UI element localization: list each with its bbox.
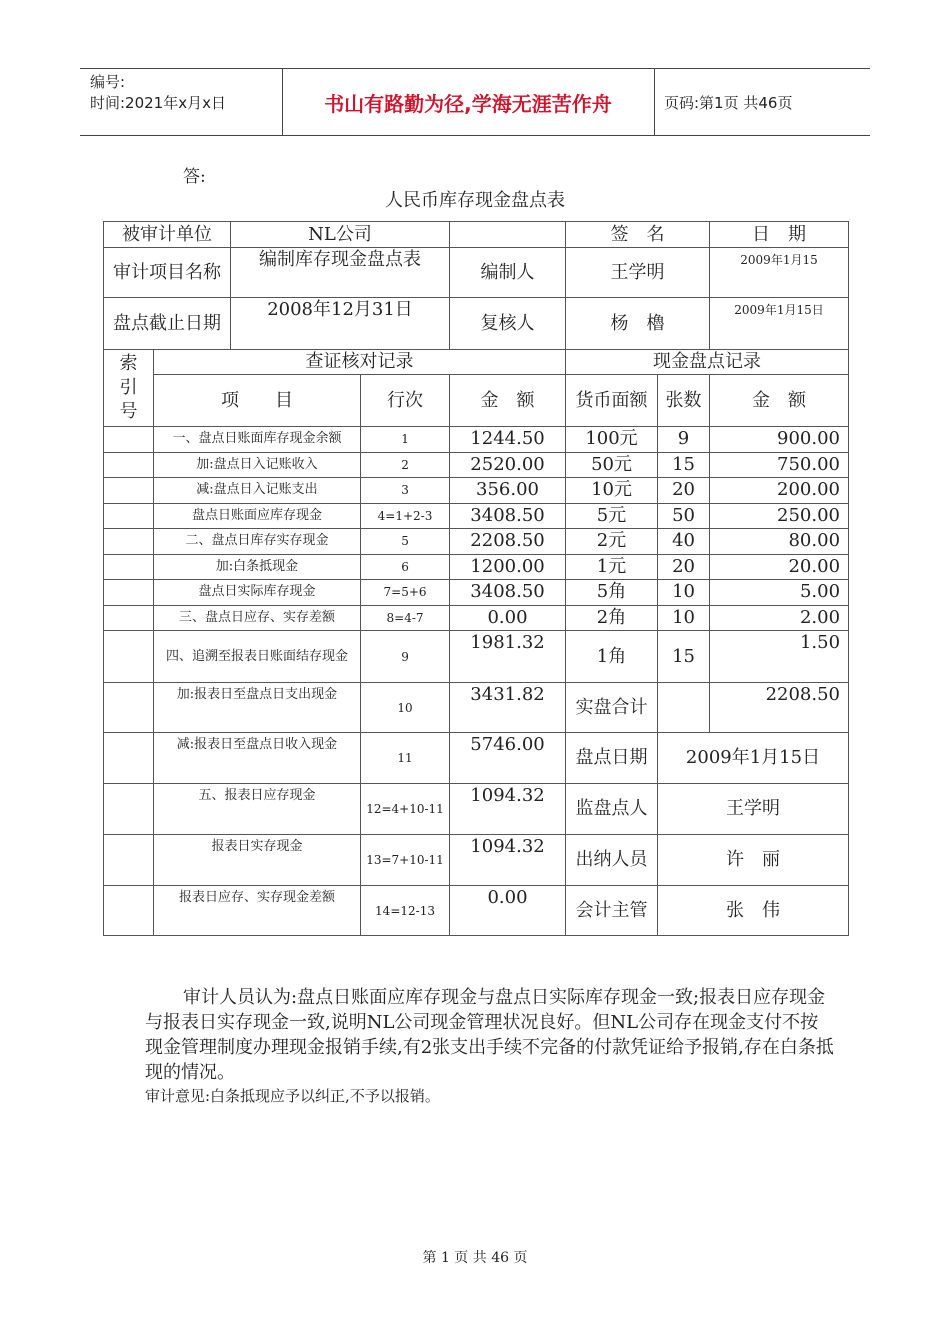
line-cell: 9: [361, 631, 450, 683]
amount-cell: 3408.50: [450, 580, 566, 606]
table-row: [104, 733, 849, 784]
table-row: [104, 886, 849, 936]
line-cell: 13=7+10-11: [361, 835, 450, 886]
item-cell: 报表日应存、实存现金差额: [154, 886, 361, 936]
index-cell: [104, 733, 154, 784]
item-cell: 加:白条抵现金: [154, 554, 361, 580]
item-cell: 报表日实存现金: [154, 835, 361, 886]
item-cell: 盘点日账面应库存现金: [154, 503, 361, 529]
denomination-cell: 1角: [566, 631, 658, 683]
line-cell: 3: [361, 478, 450, 504]
cash-section-header: 现金盘点记录: [566, 350, 849, 375]
info-row: [104, 248, 849, 298]
line-cell: 14=12-13: [361, 886, 450, 936]
index-cell: [104, 554, 154, 580]
line-cell: 4=1+2-3: [361, 503, 450, 529]
line-cell: 5: [361, 529, 450, 555]
cash-amount-cell: 250.00: [710, 503, 849, 529]
cash-amount-header: 金 额: [710, 375, 849, 427]
item-cell: 一、盘点日账面库存现金余额: [154, 427, 361, 453]
audited-unit-value: NL公司: [231, 222, 450, 248]
index-cell: [104, 835, 154, 886]
index-cell: [104, 886, 154, 936]
chief-value: 张 伟: [658, 886, 849, 936]
line-cell: 11: [361, 733, 450, 784]
blank-cell: [658, 683, 710, 733]
actual-total-label: 实盘合计: [566, 683, 658, 733]
table-row: [104, 503, 849, 529]
item-cell: 四、追溯至报表日账面结存现金: [154, 631, 361, 683]
cashier-value: 许 丽: [658, 835, 849, 886]
answer-label: 答:: [183, 167, 206, 187]
index-cell: [104, 631, 154, 683]
cutoff-label: 盘点截止日期: [104, 298, 231, 350]
count-cell: 10: [658, 605, 710, 631]
project-value: 编制库存现金盘点表: [231, 248, 450, 298]
index-header: [104, 350, 154, 427]
cutoff-value: 2008年12月31日: [231, 298, 450, 350]
info-row: [104, 298, 849, 350]
amount-cell: 2208.50: [450, 529, 566, 555]
table-row: [104, 554, 849, 580]
document-number-label: 编号:: [90, 73, 126, 91]
item-cell: 减:盘点日入记账支出: [154, 478, 361, 504]
table-row: [104, 452, 849, 478]
table-row: [104, 631, 849, 683]
index-cell: [104, 503, 154, 529]
count-cell: 40: [658, 529, 710, 555]
item-cell: 加:盘点日入记账收入: [154, 452, 361, 478]
cash-amount-cell: 80.00: [710, 529, 849, 555]
line-cell: 6: [361, 554, 450, 580]
count-cell: 9: [658, 427, 710, 453]
index-cell: [104, 605, 154, 631]
amount-cell: 1200.00: [450, 554, 566, 580]
preparer-date: 2009年1月15: [710, 248, 849, 298]
reviewer-date: 2009年1月15日: [710, 298, 849, 350]
document-time-label: 时间:2021年x月x日: [90, 94, 226, 112]
count-cell: 10: [658, 580, 710, 606]
reviewer-label: 复核人: [450, 298, 566, 350]
item-cell: 减:报表日至盘点日收入现金: [154, 733, 361, 784]
table-row: [104, 784, 849, 835]
amount-header: 金 额: [450, 375, 566, 427]
blank-cell: [450, 222, 566, 248]
line-cell: 8=4-7: [361, 605, 450, 631]
denomination-cell: 2角: [566, 605, 658, 631]
page-header: [80, 68, 870, 136]
audit-opinion: 审计意见:白条抵现应予以纠正,不予以报销。: [145, 1087, 440, 1105]
item-cell: 二、盘点日库存实存现金: [154, 529, 361, 555]
conclusion-paragraph: 审计人员认为:盘点日账面应库存现金与盘点日实际库存现金一致;报表日应存现金与报表日实存现金一致,说明NL公司现金管理状况良好。但NL公司存在现金支付不按现金管理制度办理现金报销手续,有2张支出手续不完备的付款凭证给予报销,存在白条抵现的情况。: [145, 987, 834, 1083]
chief-label: 会计主管: [566, 886, 658, 936]
count-cell: 20: [658, 554, 710, 580]
line-cell: 1: [361, 427, 450, 453]
cash-amount-cell: 20.00: [710, 554, 849, 580]
item-cell: 三、盘点日应存、实存差额: [154, 605, 361, 631]
denomination-cell: 50元: [566, 452, 658, 478]
item-header: 项 目: [154, 375, 361, 427]
actual-total-value: 2208.50: [710, 683, 849, 733]
line-cell: 10: [361, 683, 450, 733]
header-page-info: 页码:第1页 共46页: [664, 93, 793, 112]
index-cell: [104, 452, 154, 478]
audited-unit-label: 被审计单位: [104, 222, 231, 248]
amount-cell: 0.00: [450, 886, 566, 936]
header-divider: [654, 68, 655, 136]
denomination-cell: 10元: [566, 478, 658, 504]
header-motto: 书山有路勤为径,学海无涯苦作舟: [324, 91, 612, 116]
table-row: [104, 835, 849, 886]
cashier-label: 出纳人员: [566, 835, 658, 886]
line-cell: 7=5+6: [361, 580, 450, 606]
reviewer-name: 杨 櫓: [566, 298, 710, 350]
count-cell: 15: [658, 631, 710, 683]
count-cell: 50: [658, 503, 710, 529]
index-cell: [104, 529, 154, 555]
date-header: 日 期: [710, 222, 849, 248]
table-row: [104, 478, 849, 504]
project-label: 审计项目名称: [104, 248, 231, 298]
table-row: [104, 427, 849, 453]
table-row: [104, 683, 849, 733]
amount-cell: 2520.00: [450, 452, 566, 478]
count-cell: 20: [658, 478, 710, 504]
cash-amount-cell: 750.00: [710, 452, 849, 478]
cash-amount-cell: 900.00: [710, 427, 849, 453]
page-footer: 第 1 页 共 46 页: [422, 1250, 528, 1266]
line-cell: 2: [361, 452, 450, 478]
amount-cell: 356.00: [450, 478, 566, 504]
denomination-cell: 2元: [566, 529, 658, 555]
supervisor-value: 王学明: [658, 784, 849, 835]
count-cell: 15: [658, 452, 710, 478]
supervisor-label: 监盘点人: [566, 784, 658, 835]
info-row: [104, 222, 849, 248]
cash-count-table: [103, 221, 849, 936]
amount-cell: 1094.32: [450, 784, 566, 835]
index-cell: [104, 427, 154, 453]
item-cell: 盘点日实际库存现金: [154, 580, 361, 606]
denomination-cell: 5元: [566, 503, 658, 529]
preparer-name: 王学明: [566, 248, 710, 298]
table-row: [104, 529, 849, 555]
amount-cell: 3431.82: [450, 683, 566, 733]
item-cell: 五、报表日应存现金: [154, 784, 361, 835]
count-date-value: 2009年1月15日: [658, 733, 849, 784]
amount-cell: 1244.50: [450, 427, 566, 453]
index-header-text: 索引号: [119, 353, 138, 422]
cash-amount-cell: 2.00: [710, 605, 849, 631]
section-header-row: [104, 350, 849, 375]
index-cell: [104, 784, 154, 835]
index-cell: [104, 683, 154, 733]
table-title: 人民币库存现金盘点表: [385, 190, 565, 211]
index-cell: [104, 580, 154, 606]
denomination-cell: 5角: [566, 580, 658, 606]
denomination-header: 货币面额: [566, 375, 658, 427]
amount-cell: 1094.32: [450, 835, 566, 886]
header-meta: [90, 72, 226, 114]
amount-cell: 5746.00: [450, 733, 566, 784]
count-date-label: 盘点日期: [566, 733, 658, 784]
column-header-row: [104, 375, 849, 427]
amount-cell: 0.00: [450, 605, 566, 631]
cash-amount-cell: 200.00: [710, 478, 849, 504]
sign-header: 签 名: [566, 222, 710, 248]
line-cell: 12=4+10-11: [361, 784, 450, 835]
denomination-cell: 1元: [566, 554, 658, 580]
table-row: [104, 580, 849, 606]
verify-section-header: 查证核对记录: [154, 350, 566, 375]
item-cell: 加:报表日至盘点日支出现金: [154, 683, 361, 733]
amount-cell: 3408.50: [450, 503, 566, 529]
preparer-label: 编制人: [450, 248, 566, 298]
line-header: 行次: [361, 375, 450, 427]
count-header: 张数: [658, 375, 710, 427]
cash-amount-cell: 1.50: [710, 631, 849, 683]
denomination-cell: 100元: [566, 427, 658, 453]
index-cell: [104, 478, 154, 504]
cash-amount-cell: 5.00: [710, 580, 849, 606]
amount-cell: 1981.32: [450, 631, 566, 683]
table-row: [104, 605, 849, 631]
